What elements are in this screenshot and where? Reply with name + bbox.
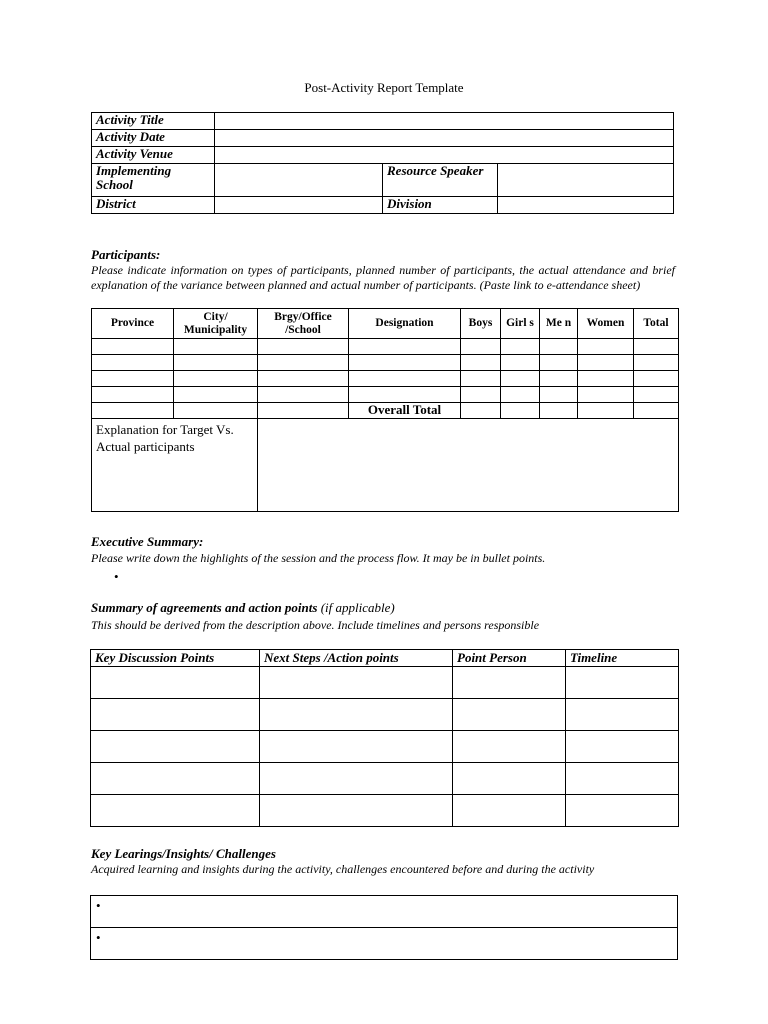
col-men: Me n xyxy=(540,309,578,339)
activity-title-label: Activity Title xyxy=(92,113,215,130)
agreements-description: This should be derived from the description above. Include timelines and persons responsible xyxy=(91,618,540,632)
overall-total-row xyxy=(92,403,679,419)
col-province: Province xyxy=(92,309,174,339)
col-key-discussion-points: Key Discussion Points xyxy=(91,650,260,667)
table-row xyxy=(92,355,679,371)
executive-summary-description: Please write down the highlights of the session and the process flow. It may be in bullet points. xyxy=(91,551,546,565)
col-boys: Boys xyxy=(461,309,501,339)
activity-date-label: Activity Date xyxy=(92,130,215,147)
participants-description: Please indicate information on types of participants, planned number of participants, the actual attendance and brief explanation of the variance between planned and actual number of participants. (Paste link to e-attendance sheet) xyxy=(91,263,675,292)
table-row xyxy=(91,731,679,763)
list-item[interactable] xyxy=(91,896,678,928)
table-row xyxy=(92,387,679,403)
district-value[interactable] xyxy=(215,197,383,214)
district-label: District xyxy=(92,197,215,214)
learnings-table xyxy=(90,895,678,960)
participants-table xyxy=(91,308,679,512)
col-next-steps: Next Steps /Action points xyxy=(260,650,453,667)
learnings-description: Acquired learning and insights during the activity, challenges encountered before and during the activity xyxy=(91,862,595,876)
explanation-label: Explanation for Target Vs. Actual participants xyxy=(92,419,258,512)
activity-venue-value[interactable] xyxy=(215,147,674,164)
activity-venue-label: Activity Venue xyxy=(92,147,215,164)
division-value[interactable] xyxy=(498,197,674,214)
col-women: Women xyxy=(578,309,634,339)
overall-total-label: Overall Total xyxy=(349,403,461,419)
table-row xyxy=(92,371,679,387)
activity-info-table xyxy=(91,112,674,214)
action-points-table xyxy=(90,649,679,827)
activity-title-value[interactable] xyxy=(215,113,674,130)
explanation-value[interactable] xyxy=(258,419,679,512)
col-city-municipality: City/ Municipality xyxy=(174,309,258,339)
page-title: Post-Activity Report Template xyxy=(304,80,464,95)
table-row xyxy=(91,667,679,699)
col-girls: Girl s xyxy=(501,309,540,339)
participants-heading: Participants: xyxy=(91,247,161,262)
executive-summary-bullet: • xyxy=(114,569,119,584)
col-timeline: Timeline xyxy=(566,650,679,667)
implementing-school-label: Implementing School xyxy=(92,164,215,197)
col-point-person: Point Person xyxy=(453,650,566,667)
agreements-heading-note: (if applicable) xyxy=(320,600,395,615)
resource-speaker-value[interactable] xyxy=(498,164,674,197)
division-label: Division xyxy=(383,197,498,214)
table-row xyxy=(91,795,679,827)
col-total: Total xyxy=(634,309,679,339)
table-row xyxy=(91,763,679,795)
table-row xyxy=(92,339,679,355)
col-brgy-office-school: Brgy/Office /School xyxy=(258,309,349,339)
learning-bullet: • xyxy=(91,896,678,928)
list-item[interactable] xyxy=(91,928,678,960)
activity-date-value[interactable] xyxy=(215,130,674,147)
executive-summary-heading: Executive Summary: xyxy=(91,534,204,549)
col-designation: Designation xyxy=(349,309,461,339)
agreements-heading: Summary of agreements and action points xyxy=(91,600,318,615)
agreements-heading-line xyxy=(91,600,395,616)
learnings-heading: Key Learings/Insights/ Challenges xyxy=(91,846,276,861)
table-row xyxy=(91,699,679,731)
implementing-school-value[interactable] xyxy=(215,164,383,197)
learning-bullet: • xyxy=(91,928,678,960)
resource-speaker-label: Resource Speaker xyxy=(383,164,498,197)
